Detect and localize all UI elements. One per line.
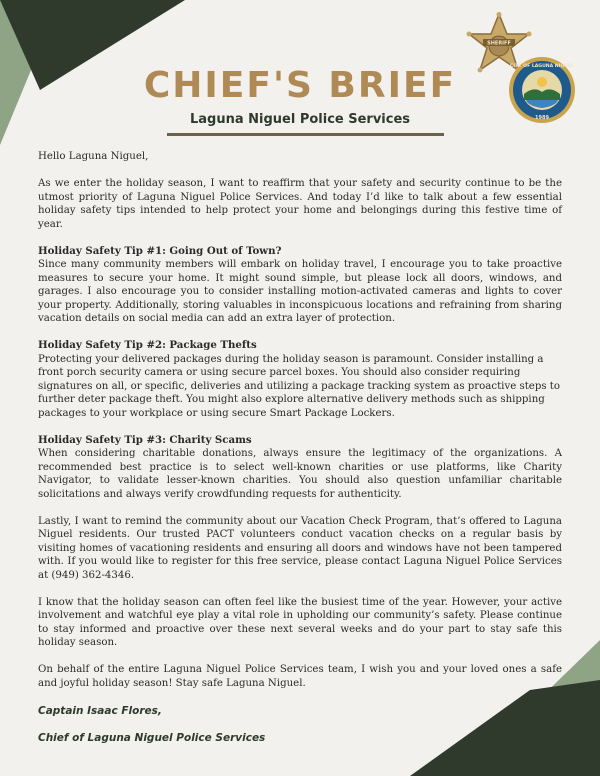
greeting: Hello Laguna Niguel, (38, 151, 149, 162)
tip-1-heading: Holiday Safety Tip #1: Going Out of Town? (38, 244, 282, 257)
tip-1-body: Since many community members will embark on holiday travel, I encourage you to take proactive measures to secure your home. It might sound simple, but please lock all doors, windows, and garages. I also encourage you to consider installing motion-activated cameras and lights to cover your property. Additionally, storing valuables in inconspicuous locations and refraining from sharing vacation details on social media can add an extra layer of protection. (38, 259, 562, 324)
page-title: CHIEF'S BRIEF (143, 65, 457, 106)
involvement-paragraph: I know that the holiday season can often feel like the busiest time of the year. However, your active involvement and watchful eye play a vital role in upholding our community’s safety. Please continue to stay informed and proactive over these next several weeks and do your part to stay safe this holiday season. (38, 596, 562, 648)
letter-body (38, 150, 562, 759)
seal-year-text: 1989 (535, 115, 549, 121)
signature-name: Captain Isaac Flores, (38, 704, 162, 717)
page-subtitle: Laguna Niguel Police Services (189, 112, 411, 127)
tip-2-body: Protecting your delivered packages during the holiday season is paramount. Consider installing a front porch security camera or using secure parcel boxes. You should also consider requiring signatures on all, or specific, deliveries and utilizing a package tracking system as proactive steps to further deter package theft. You might also explore alternative delivery methods such as shipping packages to your workplace or using secure Smart Package Lockers. (38, 353, 561, 419)
tip-3 (38, 434, 562, 502)
intro-paragraph: As we enter the holiday season, I want to reaffirm that your safety and security continue to be the utmost priority of Laguna Niguel Police Services. And today I’d like to talk about a few essential holiday safety tips intended to help protect your home and belongings during this festive time of year. (38, 178, 562, 230)
tip-3-heading: Holiday Safety Tip #3: Charity Scams (38, 433, 252, 446)
signature-title: Chief of Laguna Niguel Police Services (38, 732, 266, 744)
tip-3-body: When considering charitable donations, always ensure the legitimacy of the organizations. A recommended best practice is to select well-known charities or use platforms, like Charity Navigator, to validate lesser-known charities. You should also question unfamiliar charitable solicitations and always verify crowdfunding requests for authenticity. (38, 448, 562, 500)
closing-paragraph: On behalf of the entire Laguna Niguel Police Services team, I wish you and your loved ones a safe and joyful holiday season! Stay safe Laguna Niguel. (38, 664, 562, 689)
tip-2 (38, 339, 562, 420)
city-seal-icon (508, 56, 576, 124)
seal-name-text: CITY OF LAGUNA NIGUEL (510, 64, 574, 69)
vacation-paragraph: Lastly, I want to remind the community about our Vacation Check Program, that’s offered to Laguna Niguel residents. Our trusted PACT volunteers conduct vacation checks on a regular basis by visiting homes of vacationing residents and ensuring all doors and windows have not been tampered with. If you would like to register for this free service, please contact Laguna Niguel Police Services at (949) 362-4346. (38, 515, 562, 581)
sheriff-badge-text: SHERIFF (487, 40, 511, 47)
tip-2-heading: Holiday Safety Tip #2: Package Thefts (38, 339, 257, 351)
title-divider (167, 133, 444, 136)
tip-1 (38, 245, 562, 326)
